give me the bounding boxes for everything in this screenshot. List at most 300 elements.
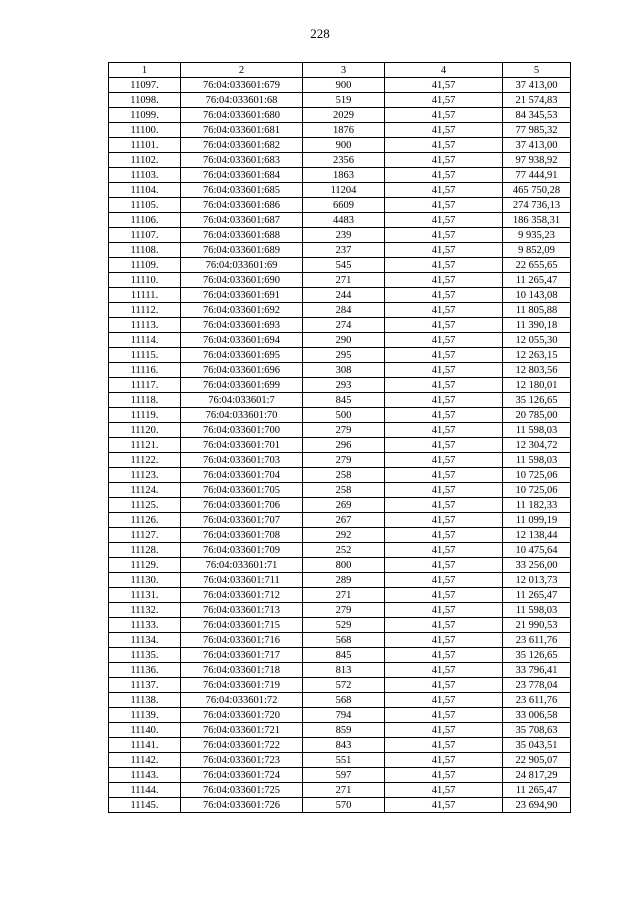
rate-value-cell: 41,57 <box>385 168 503 183</box>
amount-value-cell: 33 256,00 <box>503 558 571 573</box>
amount-value-cell: 9 935,23 <box>503 228 571 243</box>
cadastral-number-cell: 76:04:033601:713 <box>181 603 303 618</box>
amount-value-cell: 10 725,06 <box>503 483 571 498</box>
table-row <box>109 288 571 303</box>
cadastral-number-cell: 76:04:033601:695 <box>181 348 303 363</box>
cadastral-number-cell: 76:04:033601:693 <box>181 318 303 333</box>
cadastral-number-cell: 76:04:033601:680 <box>181 108 303 123</box>
cadastral-number-cell: 76:04:033601:711 <box>181 573 303 588</box>
amount-value-cell: 22 905,07 <box>503 753 571 768</box>
rate-value-cell: 41,57 <box>385 783 503 798</box>
area-value-cell: 1863 <box>303 168 385 183</box>
amount-value-cell: 186 358,31 <box>503 213 571 228</box>
rate-value-cell: 41,57 <box>385 123 503 138</box>
area-value-cell: 239 <box>303 228 385 243</box>
row-number-cell: 11106. <box>109 213 181 228</box>
amount-value-cell: 20 785,00 <box>503 408 571 423</box>
area-value-cell: 570 <box>303 798 385 813</box>
row-number-cell: 11117. <box>109 378 181 393</box>
row-number-cell: 11102. <box>109 153 181 168</box>
amount-value-cell: 10 143,08 <box>503 288 571 303</box>
table-row <box>109 378 571 393</box>
area-value-cell: 551 <box>303 753 385 768</box>
area-value-cell: 500 <box>303 408 385 423</box>
row-number-cell: 11104. <box>109 183 181 198</box>
row-number-cell: 11121. <box>109 438 181 453</box>
amount-value-cell: 11 182,33 <box>503 498 571 513</box>
row-number-cell: 11123. <box>109 468 181 483</box>
amount-value-cell: 35 043,51 <box>503 738 571 753</box>
table-row <box>109 243 571 258</box>
area-value-cell: 859 <box>303 723 385 738</box>
row-number-cell: 11139. <box>109 708 181 723</box>
rate-value-cell: 41,57 <box>385 243 503 258</box>
row-number-cell: 11103. <box>109 168 181 183</box>
rate-value-cell: 41,57 <box>385 573 503 588</box>
cadastral-number-cell: 76:04:033601:722 <box>181 738 303 753</box>
rate-value-cell: 41,57 <box>385 393 503 408</box>
rate-value-cell: 41,57 <box>385 318 503 333</box>
area-value-cell: 6609 <box>303 198 385 213</box>
rate-value-cell: 41,57 <box>385 543 503 558</box>
amount-value-cell: 24 817,29 <box>503 768 571 783</box>
table-row <box>109 333 571 348</box>
row-number-cell: 11112. <box>109 303 181 318</box>
area-value-cell: 237 <box>303 243 385 258</box>
area-value-cell: 284 <box>303 303 385 318</box>
row-number-cell: 11116. <box>109 363 181 378</box>
row-number-cell: 11111. <box>109 288 181 303</box>
cadastral-number-cell: 76:04:033601:720 <box>181 708 303 723</box>
area-value-cell: 289 <box>303 573 385 588</box>
cadastral-number-cell: 76:04:033601:716 <box>181 633 303 648</box>
rate-value-cell: 41,57 <box>385 213 503 228</box>
table-row <box>109 123 571 138</box>
row-number-cell: 11114. <box>109 333 181 348</box>
amount-value-cell: 23 611,76 <box>503 693 571 708</box>
amount-value-cell: 11 805,88 <box>503 303 571 318</box>
row-number-cell: 11137. <box>109 678 181 693</box>
rate-value-cell: 41,57 <box>385 468 503 483</box>
row-number-cell: 11097. <box>109 78 181 93</box>
row-number-cell: 11142. <box>109 753 181 768</box>
row-number-cell: 11105. <box>109 198 181 213</box>
area-value-cell: 267 <box>303 513 385 528</box>
row-number-cell: 11108. <box>109 243 181 258</box>
table-row <box>109 228 571 243</box>
table-row <box>109 453 571 468</box>
rate-value-cell: 41,57 <box>385 438 503 453</box>
rate-value-cell: 41,57 <box>385 288 503 303</box>
cadastral-number-cell: 76:04:033601:709 <box>181 543 303 558</box>
cadastral-number-cell: 76:04:033601:692 <box>181 303 303 318</box>
page-number: 228 <box>310 26 330 41</box>
table-row <box>109 558 571 573</box>
table-row <box>109 198 571 213</box>
cadastral-number-cell: 76:04:033601:686 <box>181 198 303 213</box>
rate-value-cell: 41,57 <box>385 198 503 213</box>
row-number-cell: 11131. <box>109 588 181 603</box>
cadastral-number-cell: 76:04:033601:707 <box>181 513 303 528</box>
row-number-cell: 11130. <box>109 573 181 588</box>
rate-value-cell: 41,57 <box>385 708 503 723</box>
amount-value-cell: 12 055,30 <box>503 333 571 348</box>
table-row <box>109 678 571 693</box>
amount-value-cell: 84 345,53 <box>503 108 571 123</box>
amount-value-cell: 97 938,92 <box>503 153 571 168</box>
cadastral-number-cell: 76:04:033601:679 <box>181 78 303 93</box>
table-row <box>109 78 571 93</box>
row-number-cell: 11132. <box>109 603 181 618</box>
amount-value-cell: 35 708,63 <box>503 723 571 738</box>
amount-value-cell: 12 263,15 <box>503 348 571 363</box>
row-number-cell: 11115. <box>109 348 181 363</box>
amount-value-cell: 12 803,56 <box>503 363 571 378</box>
table-row <box>109 483 571 498</box>
table-row <box>109 348 571 363</box>
table-row <box>109 468 571 483</box>
row-number-cell: 11113. <box>109 318 181 333</box>
cadastral-number-cell: 76:04:033601:70 <box>181 408 303 423</box>
data-table <box>108 62 571 813</box>
row-number-cell: 11136. <box>109 663 181 678</box>
cadastral-number-cell: 76:04:033601:687 <box>181 213 303 228</box>
table-row <box>109 753 571 768</box>
table-row <box>109 708 571 723</box>
table-row <box>109 723 571 738</box>
area-value-cell: 258 <box>303 468 385 483</box>
table-row <box>109 633 571 648</box>
cadastral-number-cell: 76:04:033601:71 <box>181 558 303 573</box>
row-number-cell: 11133. <box>109 618 181 633</box>
rate-value-cell: 41,57 <box>385 723 503 738</box>
rate-value-cell: 41,57 <box>385 603 503 618</box>
amount-value-cell: 11 598,03 <box>503 423 571 438</box>
amount-value-cell: 23 611,76 <box>503 633 571 648</box>
amount-value-cell: 12 304,72 <box>503 438 571 453</box>
cadastral-number-cell: 76:04:033601:723 <box>181 753 303 768</box>
amount-value-cell: 12 180,01 <box>503 378 571 393</box>
area-value-cell: 11204 <box>303 183 385 198</box>
row-number-cell: 11122. <box>109 453 181 468</box>
rate-value-cell: 41,57 <box>385 513 503 528</box>
area-value-cell: 568 <box>303 633 385 648</box>
cadastral-number-cell: 76:04:033601:721 <box>181 723 303 738</box>
amount-value-cell: 21 990,53 <box>503 618 571 633</box>
area-value-cell: 1876 <box>303 123 385 138</box>
table-row <box>109 798 571 813</box>
rate-value-cell: 41,57 <box>385 228 503 243</box>
table-row <box>109 768 571 783</box>
cadastral-number-cell: 76:04:033601:703 <box>181 453 303 468</box>
amount-value-cell: 35 126,65 <box>503 393 571 408</box>
table-row <box>109 783 571 798</box>
row-number-cell: 11124. <box>109 483 181 498</box>
amount-value-cell: 77 985,32 <box>503 123 571 138</box>
table-row <box>109 213 571 228</box>
cadastral-number-cell: 76:04:033601:685 <box>181 183 303 198</box>
table-row <box>109 303 571 318</box>
row-number-cell: 11128. <box>109 543 181 558</box>
area-value-cell: 295 <box>303 348 385 363</box>
rate-value-cell: 41,57 <box>385 753 503 768</box>
table-row <box>109 498 571 513</box>
cadastral-number-cell: 76:04:033601:683 <box>181 153 303 168</box>
cadastral-number-cell: 76:04:033601:699 <box>181 378 303 393</box>
cadastral-number-cell: 76:04:033601:706 <box>181 498 303 513</box>
table-row <box>109 543 571 558</box>
area-value-cell: 813 <box>303 663 385 678</box>
amount-value-cell: 12 138,44 <box>503 528 571 543</box>
cadastral-number-cell: 76:04:033601:682 <box>181 138 303 153</box>
area-value-cell: 568 <box>303 693 385 708</box>
table-row <box>109 183 571 198</box>
area-value-cell: 4483 <box>303 213 385 228</box>
cadastral-number-cell: 76:04:033601:719 <box>181 678 303 693</box>
area-value-cell: 271 <box>303 588 385 603</box>
rate-value-cell: 41,57 <box>385 303 503 318</box>
area-value-cell: 529 <box>303 618 385 633</box>
amount-value-cell: 21 574,83 <box>503 93 571 108</box>
area-value-cell: 296 <box>303 438 385 453</box>
amount-value-cell: 11 265,47 <box>503 273 571 288</box>
row-number-cell: 11129. <box>109 558 181 573</box>
table-row <box>109 513 571 528</box>
rate-value-cell: 41,57 <box>385 483 503 498</box>
row-number-cell: 11098. <box>109 93 181 108</box>
amount-value-cell: 11 099,19 <box>503 513 571 528</box>
rate-value-cell: 41,57 <box>385 93 503 108</box>
cadastral-number-cell: 76:04:033601:717 <box>181 648 303 663</box>
table-row <box>109 138 571 153</box>
table-row <box>109 573 571 588</box>
rate-value-cell: 41,57 <box>385 333 503 348</box>
rate-value-cell: 41,57 <box>385 498 503 513</box>
table-row <box>109 108 571 123</box>
area-value-cell: 271 <box>303 783 385 798</box>
area-value-cell: 292 <box>303 528 385 543</box>
area-value-cell: 545 <box>303 258 385 273</box>
amount-value-cell: 37 413,00 <box>503 138 571 153</box>
table-row <box>109 438 571 453</box>
rate-value-cell: 41,57 <box>385 378 503 393</box>
area-value-cell: 244 <box>303 288 385 303</box>
cadastral-number-cell: 76:04:033601:701 <box>181 438 303 453</box>
amount-value-cell: 11 598,03 <box>503 603 571 618</box>
column-header: 2 <box>181 63 303 78</box>
rate-value-cell: 41,57 <box>385 108 503 123</box>
cadastral-number-cell: 76:04:033601:718 <box>181 663 303 678</box>
amount-value-cell: 23 694,90 <box>503 798 571 813</box>
row-number-cell: 11099. <box>109 108 181 123</box>
rate-value-cell: 41,57 <box>385 363 503 378</box>
area-value-cell: 800 <box>303 558 385 573</box>
cadastral-number-cell: 76:04:033601:700 <box>181 423 303 438</box>
table-row <box>109 273 571 288</box>
area-value-cell: 519 <box>303 93 385 108</box>
table-row <box>109 603 571 618</box>
amount-value-cell: 465 750,28 <box>503 183 571 198</box>
area-value-cell: 900 <box>303 138 385 153</box>
amount-value-cell: 23 778,04 <box>503 678 571 693</box>
row-number-cell: 11135. <box>109 648 181 663</box>
table-row <box>109 588 571 603</box>
rate-value-cell: 41,57 <box>385 408 503 423</box>
rate-value-cell: 41,57 <box>385 768 503 783</box>
rate-value-cell: 41,57 <box>385 738 503 753</box>
amount-value-cell: 10 475,64 <box>503 543 571 558</box>
area-value-cell: 271 <box>303 273 385 288</box>
area-value-cell: 572 <box>303 678 385 693</box>
rate-value-cell: 41,57 <box>385 648 503 663</box>
cadastral-number-cell: 76:04:033601:724 <box>181 768 303 783</box>
row-number-cell: 11144. <box>109 783 181 798</box>
rate-value-cell: 41,57 <box>385 558 503 573</box>
cadastral-number-cell: 76:04:033601:681 <box>181 123 303 138</box>
rate-value-cell: 41,57 <box>385 348 503 363</box>
cadastral-number-cell: 76:04:033601:689 <box>181 243 303 258</box>
area-value-cell: 308 <box>303 363 385 378</box>
rate-value-cell: 41,57 <box>385 588 503 603</box>
row-number-cell: 11143. <box>109 768 181 783</box>
column-header: 3 <box>303 63 385 78</box>
table-row <box>109 153 571 168</box>
rate-value-cell: 41,57 <box>385 693 503 708</box>
amount-value-cell: 77 444,91 <box>503 168 571 183</box>
area-value-cell: 252 <box>303 543 385 558</box>
amount-value-cell: 11 390,18 <box>503 318 571 333</box>
amount-value-cell: 12 013,73 <box>503 573 571 588</box>
table-header-row <box>109 63 571 78</box>
row-number-cell: 11120. <box>109 423 181 438</box>
cadastral-number-cell: 76:04:033601:72 <box>181 693 303 708</box>
area-value-cell: 843 <box>303 738 385 753</box>
row-number-cell: 11101. <box>109 138 181 153</box>
table-row <box>109 648 571 663</box>
amount-value-cell: 37 413,00 <box>503 78 571 93</box>
cadastral-number-cell: 76:04:033601:688 <box>181 228 303 243</box>
area-value-cell: 279 <box>303 423 385 438</box>
rate-value-cell: 41,57 <box>385 618 503 633</box>
cadastral-number-cell: 76:04:033601:7 <box>181 393 303 408</box>
cadastral-number-cell: 76:04:033601:69 <box>181 258 303 273</box>
cadastral-number-cell: 76:04:033601:696 <box>181 363 303 378</box>
table-row <box>109 738 571 753</box>
table-row <box>109 93 571 108</box>
row-number-cell: 11126. <box>109 513 181 528</box>
rate-value-cell: 41,57 <box>385 138 503 153</box>
cadastral-number-cell: 76:04:033601:726 <box>181 798 303 813</box>
cadastral-number-cell: 76:04:033601:708 <box>181 528 303 543</box>
row-number-cell: 11118. <box>109 393 181 408</box>
rate-value-cell: 41,57 <box>385 798 503 813</box>
area-value-cell: 900 <box>303 78 385 93</box>
table-row <box>109 423 571 438</box>
row-number-cell: 11109. <box>109 258 181 273</box>
cadastral-number-cell: 76:04:033601:68 <box>181 93 303 108</box>
amount-value-cell: 33 006,58 <box>503 708 571 723</box>
table-row <box>109 663 571 678</box>
area-value-cell: 258 <box>303 483 385 498</box>
area-value-cell: 597 <box>303 768 385 783</box>
rate-value-cell: 41,57 <box>385 153 503 168</box>
row-number-cell: 11138. <box>109 693 181 708</box>
area-value-cell: 274 <box>303 318 385 333</box>
row-number-cell: 11141. <box>109 738 181 753</box>
cadastral-number-cell: 76:04:033601:684 <box>181 168 303 183</box>
area-value-cell: 279 <box>303 453 385 468</box>
area-value-cell: 269 <box>303 498 385 513</box>
area-value-cell: 845 <box>303 648 385 663</box>
amount-value-cell: 11 598,03 <box>503 453 571 468</box>
area-value-cell: 293 <box>303 378 385 393</box>
cadastral-number-cell: 76:04:033601:725 <box>181 783 303 798</box>
area-value-cell: 279 <box>303 603 385 618</box>
table-row <box>109 693 571 708</box>
table-row <box>109 408 571 423</box>
row-number-cell: 11119. <box>109 408 181 423</box>
column-header: 1 <box>109 63 181 78</box>
area-value-cell: 845 <box>303 393 385 408</box>
column-header: 5 <box>503 63 571 78</box>
area-value-cell: 794 <box>303 708 385 723</box>
rate-value-cell: 41,57 <box>385 423 503 438</box>
row-number-cell: 11134. <box>109 633 181 648</box>
table-row <box>109 618 571 633</box>
table-row <box>109 363 571 378</box>
amount-value-cell: 11 265,47 <box>503 588 571 603</box>
table-row <box>109 318 571 333</box>
amount-value-cell: 9 852,09 <box>503 243 571 258</box>
cadastral-number-cell: 76:04:033601:690 <box>181 273 303 288</box>
rate-value-cell: 41,57 <box>385 678 503 693</box>
rate-value-cell: 41,57 <box>385 258 503 273</box>
row-number-cell: 11107. <box>109 228 181 243</box>
table-row <box>109 528 571 543</box>
rate-value-cell: 41,57 <box>385 663 503 678</box>
table-row <box>109 168 571 183</box>
cadastral-number-cell: 76:04:033601:694 <box>181 333 303 348</box>
rate-value-cell: 41,57 <box>385 183 503 198</box>
area-value-cell: 2356 <box>303 153 385 168</box>
column-header: 4 <box>385 63 503 78</box>
rate-value-cell: 41,57 <box>385 273 503 288</box>
area-value-cell: 290 <box>303 333 385 348</box>
cadastral-number-cell: 76:04:033601:691 <box>181 288 303 303</box>
cadastral-number-cell: 76:04:033601:704 <box>181 468 303 483</box>
row-number-cell: 11127. <box>109 528 181 543</box>
row-number-cell: 11140. <box>109 723 181 738</box>
rate-value-cell: 41,57 <box>385 78 503 93</box>
table-row <box>109 258 571 273</box>
table-body <box>109 78 571 813</box>
cadastral-number-cell: 76:04:033601:715 <box>181 618 303 633</box>
amount-value-cell: 11 265,47 <box>503 783 571 798</box>
row-number-cell: 11125. <box>109 498 181 513</box>
rate-value-cell: 41,57 <box>385 633 503 648</box>
rate-value-cell: 41,57 <box>385 528 503 543</box>
area-value-cell: 2029 <box>303 108 385 123</box>
amount-value-cell: 35 126,65 <box>503 648 571 663</box>
table-row <box>109 393 571 408</box>
row-number-cell: 11110. <box>109 273 181 288</box>
amount-value-cell: 274 736,13 <box>503 198 571 213</box>
amount-value-cell: 22 655,65 <box>503 258 571 273</box>
row-number-cell: 11145. <box>109 798 181 813</box>
row-number-cell: 11100. <box>109 123 181 138</box>
amount-value-cell: 10 725,06 <box>503 468 571 483</box>
cadastral-number-cell: 76:04:033601:705 <box>181 483 303 498</box>
